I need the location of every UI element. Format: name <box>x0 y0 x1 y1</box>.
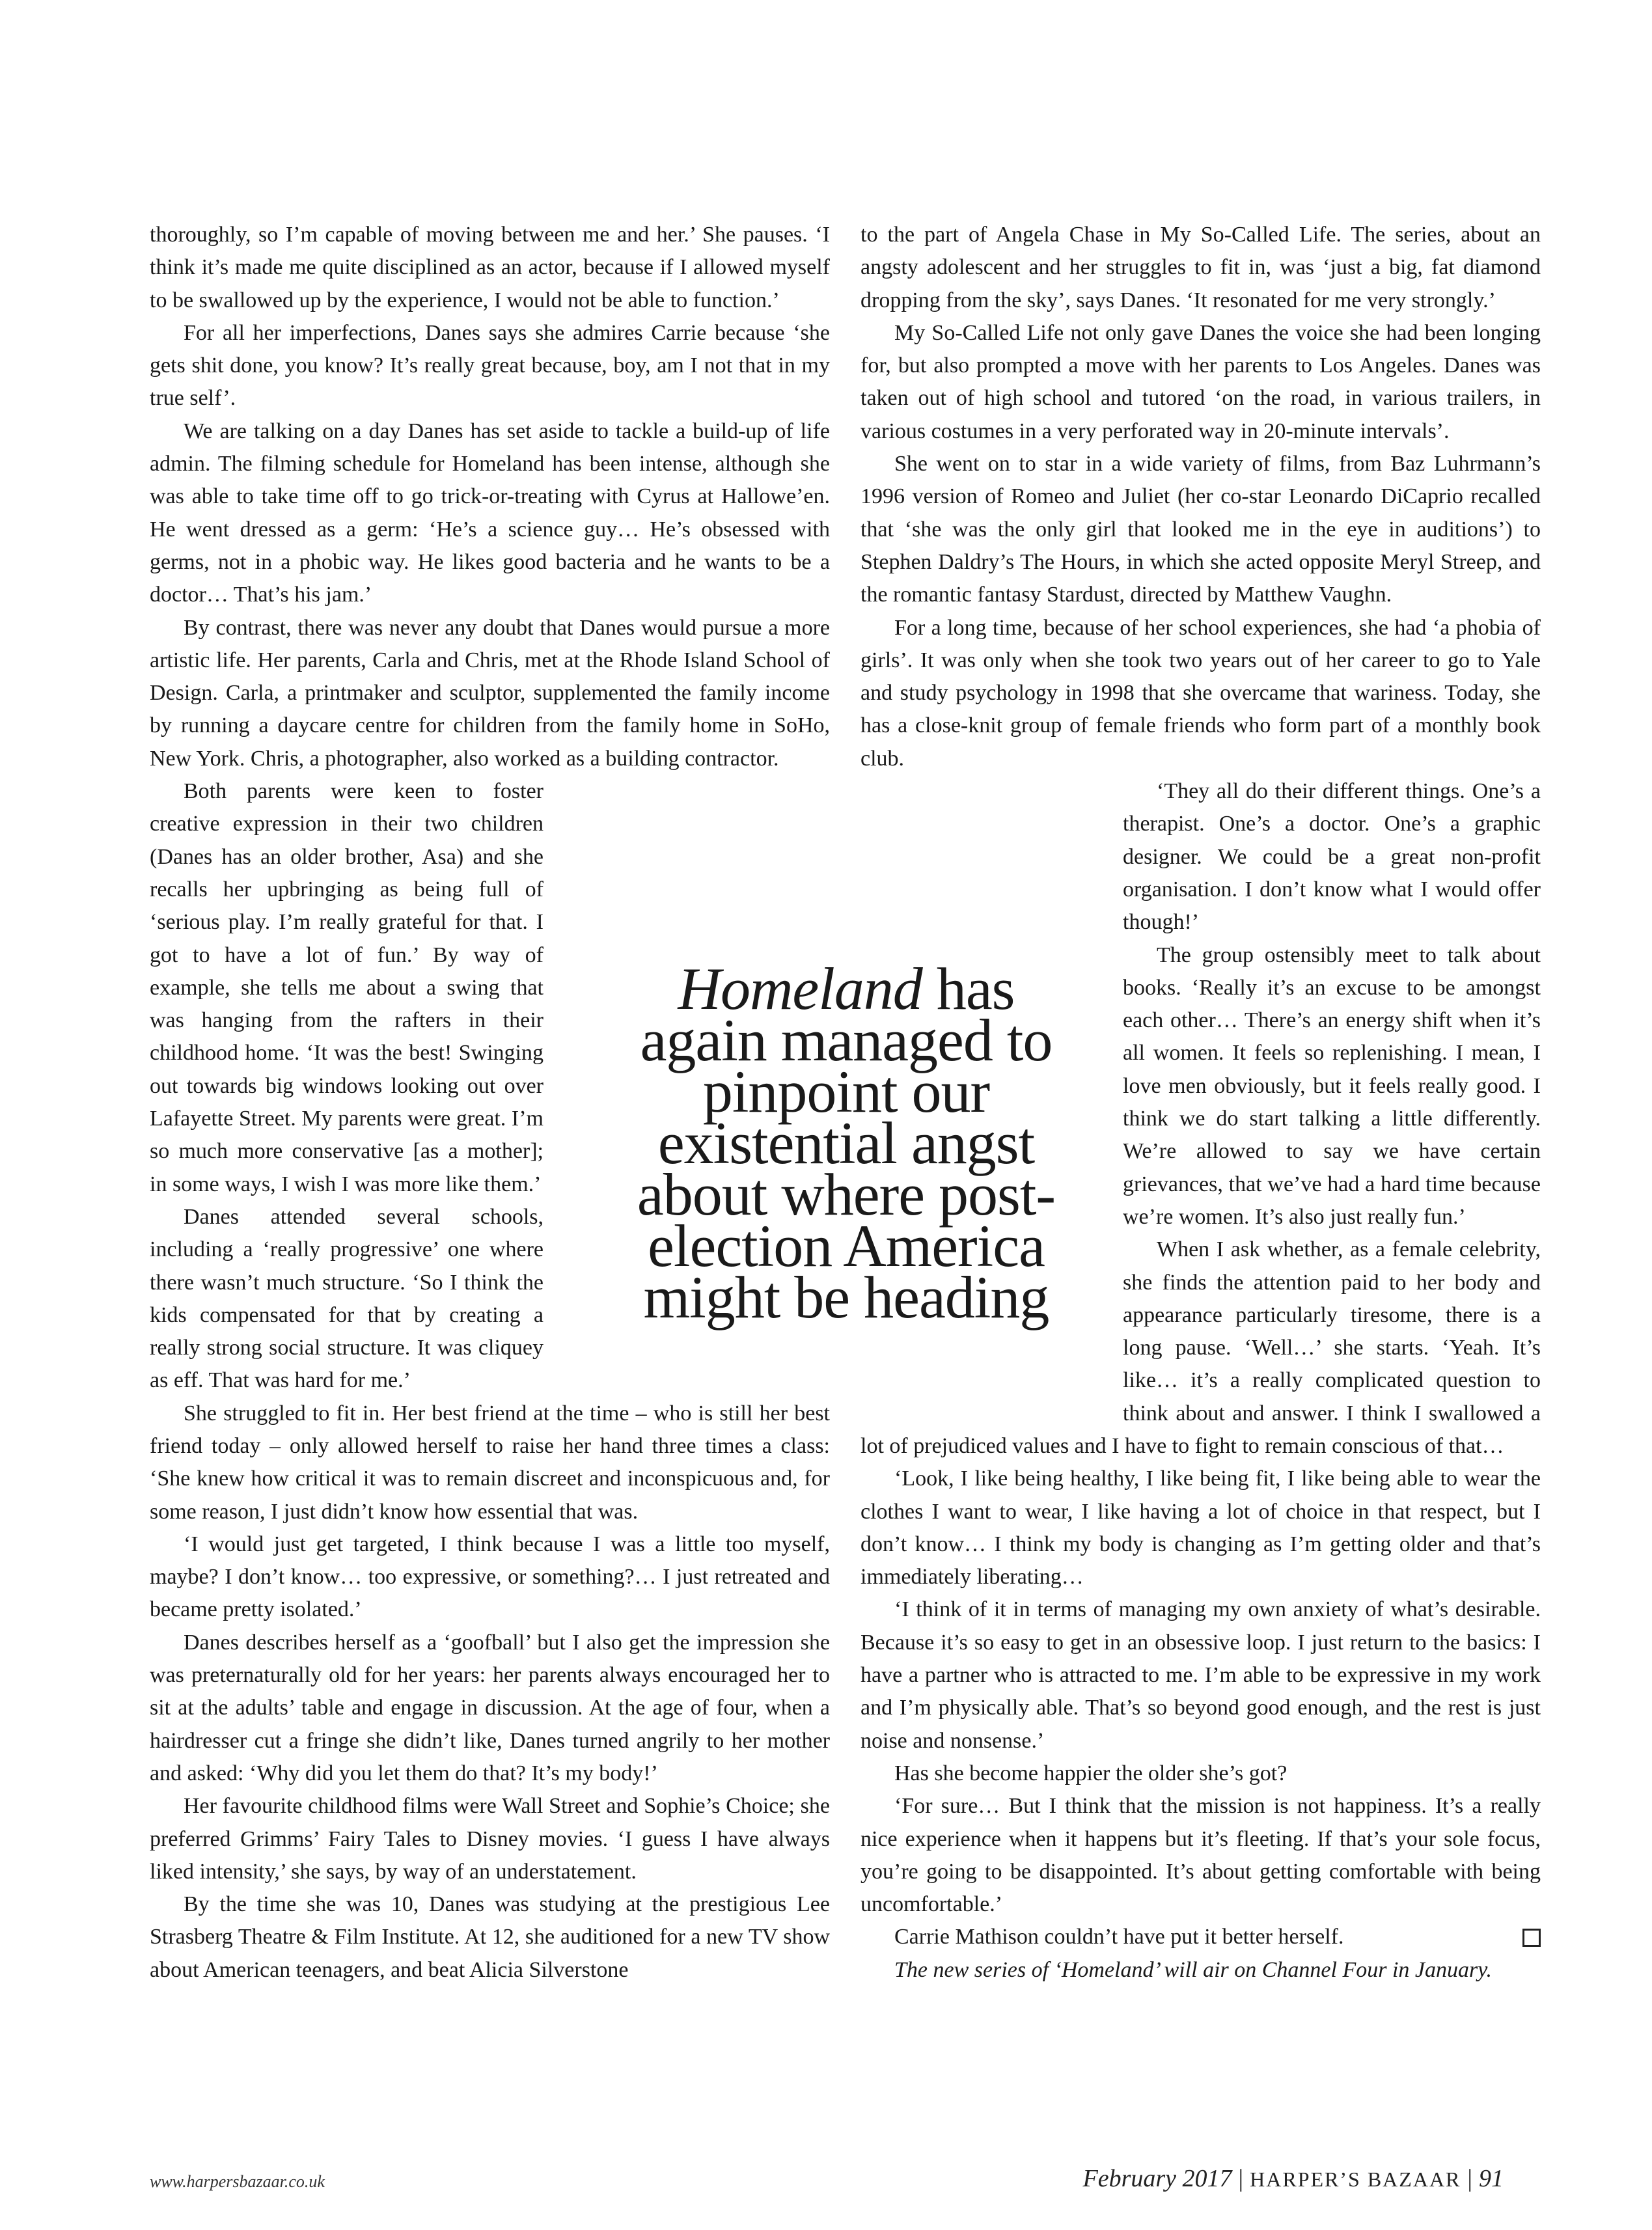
paragraph: ‘They all do their different things. One’s a therapist. One’s a doctor. One’s a graphic designer. We could be a great non-profit organisation. I don’t know what I would offer though!’ <box>1123 779 1541 935</box>
closing-sentence: Carrie Mathison couldn’t have put it better herself. <box>894 1925 1344 1949</box>
footer-url: www.harpersbazaar.co.uk <box>150 2172 325 2191</box>
paragraph: ‘I would just get targeted, I think because I was a little too myself, maybe? I don’t know… too expressive, or something?… I just retreated and became pretty isolated.’ <box>150 1532 830 1622</box>
paragraph: Danes attended several schools, including a ‘really progressive’ one where there wasn’t much structure. ‘So I think the kids compensated for that by creating a really strong social structure. It was cliquey as eff. That was hard for me.’ <box>150 1204 544 1393</box>
folio-divider: | <box>1238 2165 1244 2192</box>
paragraph: She went on to star in a wide variety of films, from Baz Luhrmann’s 1996 version of Romeo and Juliet (her co-star Leonardo DiCaprio recalled that ‘she was the only girl that looked me in the eye in auditions’) to Stephen Daldry’s The Hours, in which she acted opposite Meryl Streep, and the romantic fantasy Stardust, directed by Matthew Vaughn. <box>860 452 1541 607</box>
paragraph: ‘I think of it in terms of managing my own anxiety of what’s desirable. Because it’s so easy to get in an obsessive loop. I just return to the basics: I have a partner who is attracted to me. I’m able to be expressive in my work and I’m physically able. That’s so beyond good enough, and the rest is just noise and nonsense.’ <box>860 1597 1541 1753</box>
paragraph: She struggled to fit in. Her best friend at the time – who is still her best friend today – only allowed herself to raise her hand three times a class: ‘She knew how critical it was to remain discreet and inconspicuous and, for some reason, I just didn’t know how essential that was. <box>150 1401 830 1524</box>
pull-quote <box>612 956 1081 1330</box>
issue-date: February 2017 <box>1082 2165 1232 2192</box>
paragraph: ‘For sure… But I think that the mission is not happiness. It’s a really nice experience when it happens but it’s fleeting. If that’s your sole focus, you’re going to be disappointed. It’s about getting comfortable with being uncomfortable.’ <box>860 1794 1541 1917</box>
paragraph: For a long time, because of her school experiences, she had ‘a phobia of girls’. It was only when she took two years out of her career to go to Yale and study psychology in 1998 that she overcame that wariness. Today, she has a close-knit group of female friends who form part of a monthly book club. <box>860 615 1541 771</box>
folio-divider: | <box>1467 2165 1472 2192</box>
paragraph: My So-Called Life not only gave Danes the voice she had been longing for, but also prompted a move with her parents to Los Angeles. Danes was taken out of high school and tutored ‘on the road, in various trailers, in various costumes in a very perforated way in 20-minute intervals’. <box>860 320 1541 443</box>
paragraph: Has she become happier the older she’s got? <box>894 1761 1287 1785</box>
paragraph: thoroughly, so I’m capable of moving between me and her.’ She pauses. ‘I think it’s made me quite disciplined as an actor, because if I allowed myself to be swallowed up by the experience, I would not be able to function.’ <box>150 223 830 312</box>
end-mark-icon <box>1522 1929 1541 1947</box>
magazine-name: HARPER’S BAZAAR <box>1250 2168 1461 2191</box>
paragraph: Danes describes herself as a ‘goofball’ but I also get the impression she was preternaturally old for her years: her parents always encouraged her to sit at the adults’ table and engage in discussion. At the age of four, when a hairdresser cut a fringe she didn’t like, Danes turned angrily to her mother and asked: ‘Why did you let them do that? It’s my body!’ <box>150 1630 830 1785</box>
paragraph: By contrast, there was never any doubt that Danes would pursue a more artistic life. Her parents, Carla and Chris, met at the Rhode Island School of Design. Carla, a printmaker and sculptor, supplemented the family income by running a daycare centre for children from the family home in SoHo, New York. Chris, a photographer, also worked as a building contractor. <box>150 615 830 771</box>
paragraph: When I ask whether, as a female celebrity, she finds the attention paid to her body and appearance particularly tiresome, there is a long pause. ‘Well…’ she starts. ‘Yeah. It’s like… it’s a really complicated question to think about and answer. I think I swallowed a lot of prejudiced values and I have to fight to remain conscious of that… <box>860 1237 1541 1458</box>
page-number: 91 <box>1479 2165 1504 2192</box>
folio <box>1082 2164 1504 2193</box>
pull-quote-italic: Homeland <box>678 956 922 1022</box>
paragraph: to the part of Angela Chase in My So-Called Life. The series, about an angsty adolescent and her struggles to fit in, was ‘just a big, fat diamond dropping from the sky’, says Danes. ‘It resonated for me very strongly.’ <box>860 223 1541 312</box>
paragraph: We are talking on a day Danes has set aside to tackle a build-up of life admin. The filming schedule for Homeland has been intense, although she was able to take time off to go trick-or-treating with Cyrus at Hallowe’en. He went dressed as a germ: ‘He’s a science guy… He’s obsessed with germs, not in a phobic way. He likes good bacteria and he wants to be a doctor… That’s his jam.’ <box>150 419 830 607</box>
paragraph: For all her imperfections, Danes says she admires Carrie because ‘she gets shit done, you know? It’s really great because, boy, am I not that in my true self’. <box>150 320 830 411</box>
closing-note: The new series of ‘Homeland’ will air on Channel Four in January. <box>894 1957 1492 1982</box>
closing-paragraph <box>860 1921 1541 1953</box>
pull-quote-text: has again managed to pinpoint our existential angst about where post-election America might be heading <box>637 956 1056 1330</box>
paragraph: Both parents were keen to foster creative expression in their two children (Danes has an older brother, Asa) and she recalls her upbringing as being full of ‘serious play. I’m really grateful for that. I got to have a lot of fun.’ By way of example, she tells me about a swing that was hanging from the rafters in their childhood home. ‘It was the best! Swinging out towards big windows looking out over Lafayette Street. My parents were great. I’m so much more conservative [as a mother]; in some ways, I wish I was more like them.’ <box>150 779 544 1196</box>
paragraph: ‘Look, I like being healthy, I like being fit, I like being able to wear the clothes I want to wear, I like having a lot of choice in that respect, but I don’t know… I think my body is changing as I’m getting older and that’s immediately liberating… <box>860 1466 1541 1590</box>
paragraph: By the time she was 10, Danes was studying at the prestigious Lee Strasberg Theatre & Film Institute. At 12, she auditioned for a new TV show about American teenagers, and beat Alicia Silverstone <box>150 1892 830 1982</box>
paragraph: The group ostensibly meet to talk about books. ‘Really it’s an excuse to be amongst each other… There’s an energy shift when it’s all women. It feels so replenishing. I mean, I love men obviously, but it feels really good. I think we do start talking a little differently. We’re allowed to say we have certain grievances, that we’ve had a hard time because we’re women. It’s also just really fun.’ <box>1123 943 1541 1229</box>
paragraph: Her favourite childhood films were Wall Street and Sophie’s Choice; she preferred Grimms’ Fairy Tales to Disney movies. ‘I guess I have always liked intensity,’ she says, by way of an understatement. <box>150 1794 830 1884</box>
